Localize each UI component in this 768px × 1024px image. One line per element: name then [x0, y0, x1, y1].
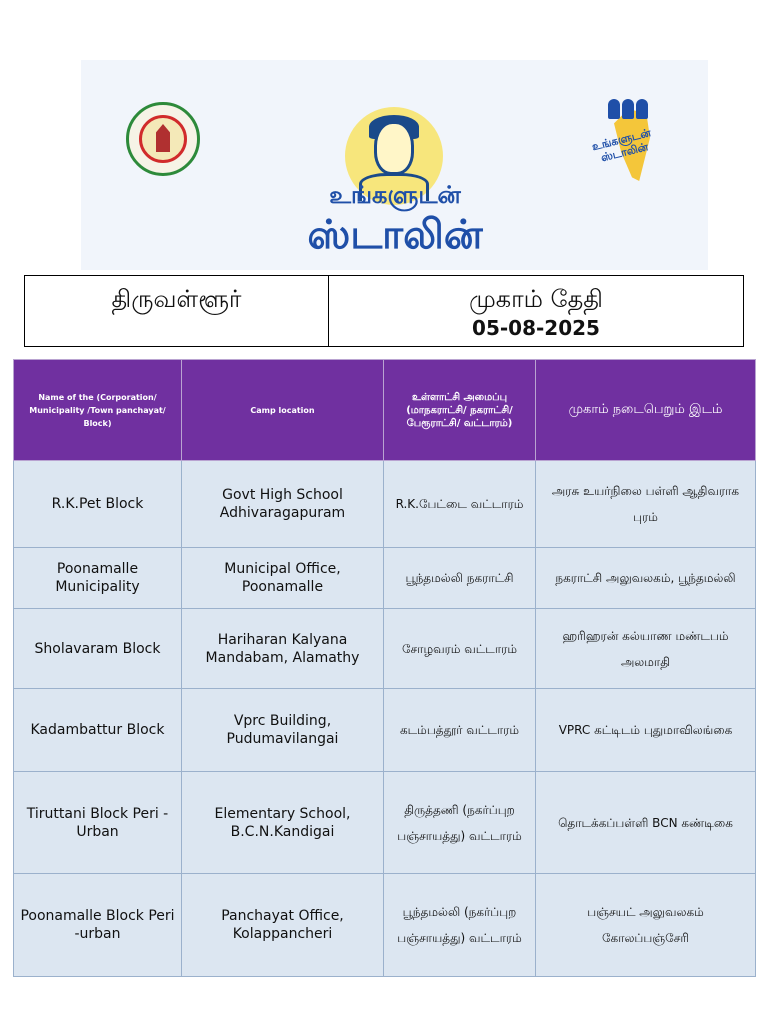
camp-schedule-table — [13, 359, 756, 977]
campaign-logo-line2: ஸ்டாலின் — [307, 212, 483, 258]
cell-name: Kadambattur Block — [14, 689, 182, 772]
table-header-row — [14, 360, 756, 461]
camp-date-cell — [329, 276, 743, 346]
header-local-body: உள்ளாட்சி அமைப்பு (மாநகராட்சி/ நகராட்சி/ பேரூராட்சி/ வட்டாரம்) — [384, 360, 536, 461]
person-icon — [636, 99, 648, 119]
person-icon — [622, 99, 634, 119]
cell-location: Municipal Office, Poonamalle — [182, 548, 384, 609]
camp-info-box — [24, 275, 744, 347]
cell-name: Sholavaram Block — [14, 609, 182, 689]
table-row — [14, 548, 756, 609]
cell-location: Hariharan Kalyana Mandabam, Alamathy — [182, 609, 384, 689]
cell-local-body: சோழவரம் வட்டாரம் — [384, 609, 536, 689]
cell-location: Vprc Building, Pudumavilangai — [182, 689, 384, 772]
portrait-face — [374, 121, 414, 175]
table-row — [14, 874, 756, 977]
cell-local-body: கடம்பத்தூர் வட்டாரம் — [384, 689, 536, 772]
cell-local-body: பூந்தமல்லி நகராட்சி — [384, 548, 536, 609]
table-row — [14, 609, 756, 689]
cell-venue: அரசு உயர்நிலை பள்ளி ஆதிவராக புரம் — [536, 461, 756, 548]
cell-local-body: திருத்தணி (நகர்ப்புற பஞ்சாயத்து) வட்டாரம் — [384, 772, 536, 874]
cell-venue: ஹரிஹரன் கல்யாண மண்டபம் அலமாதி — [536, 609, 756, 689]
cell-venue: தொடக்கப்பள்ளி BCN கண்டிகை — [536, 772, 756, 874]
cell-venue: பஞ்சயட் அலுவலகம் கோலப்பஞ்சேரி — [536, 874, 756, 977]
cell-name: Poonamalle Municipality — [14, 548, 182, 609]
emblem-inner-ring — [139, 115, 187, 163]
district-name: திருவள்ளூர் — [25, 276, 329, 346]
header-camp-location: Camp location — [182, 360, 384, 461]
cell-venue: VPRC கட்டிடம் புதுமாவிலங்கை — [536, 689, 756, 772]
cell-name: R.K.Pet Block — [14, 461, 182, 548]
cell-name: Poonamalle Block Peri -urban — [14, 874, 182, 977]
header-name: Name of the (Corporation/ Municipality /Town panchayat/ Block) — [14, 360, 182, 461]
cell-location: Elementary School, B.C.N.Kandigai — [182, 772, 384, 874]
mini-logo-text: உங்களுடன் ஸ்டாலின் — [590, 126, 653, 165]
table-row — [14, 689, 756, 772]
camp-date: 05-08-2025 — [472, 316, 600, 340]
cell-name: Tiruttani Block Peri -Urban — [14, 772, 182, 874]
cell-location: Govt High School Adhivaragapuram — [182, 461, 384, 548]
table-row — [14, 461, 756, 548]
cell-local-body: R.K.பேட்டை வட்டாரம் — [384, 461, 536, 548]
temple-tower-icon — [156, 124, 170, 152]
cell-location: Panchayat Office, Kolappancheri — [182, 874, 384, 977]
person-icon — [608, 99, 620, 119]
cell-local-body: பூந்தமல்லி (நகர்ப்புற பஞ்சாயத்து) வட்டாரம் — [384, 874, 536, 977]
tamil-nadu-emblem — [126, 102, 200, 176]
cell-venue: நகராட்சி அலுவலகம், பூந்தமல்லி — [536, 548, 756, 609]
table-row — [14, 772, 756, 874]
campaign-logo — [290, 180, 500, 262]
campaign-mini-logo — [578, 95, 670, 185]
camp-date-label: முகாம் தேதி — [469, 285, 603, 313]
campaign-logo-line1: உங்களுடன் — [329, 181, 461, 209]
header-venue: முகாம் நடைபெறும் இடம் — [536, 360, 756, 461]
